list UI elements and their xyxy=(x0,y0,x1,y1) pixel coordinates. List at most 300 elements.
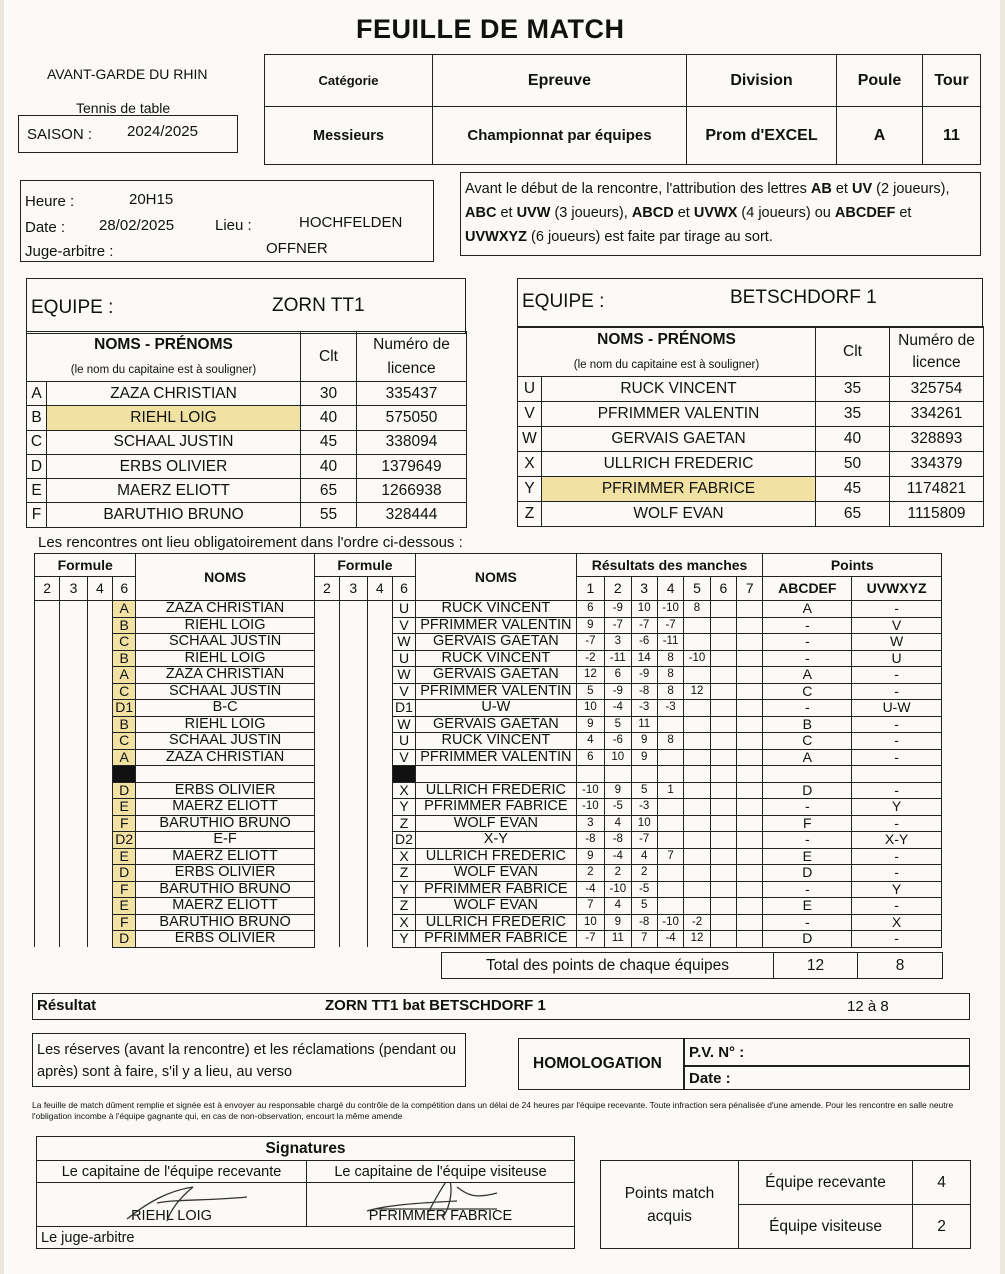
set-6-score xyxy=(710,832,736,849)
totals-label: Total des points de chaque équipes xyxy=(442,953,774,979)
formule-cell xyxy=(314,683,339,700)
home-captain-name: RIEHL LOIG xyxy=(131,1208,212,1224)
player-licence: 1174821 xyxy=(890,477,984,502)
formule-cell xyxy=(367,881,392,898)
licence-header: Numéro de licence xyxy=(357,332,467,382)
juge-value: OFFNER xyxy=(266,240,328,257)
formule-cell xyxy=(367,667,392,684)
set-1-score: -10 xyxy=(576,799,605,816)
set-3-score xyxy=(631,766,657,783)
away-player: PFRIMMER FABRICE xyxy=(416,799,576,816)
set-5-score xyxy=(684,634,710,651)
home-player: MAERZ ELIOTT xyxy=(136,898,314,915)
set-5-score xyxy=(684,749,710,766)
player-clt: 40 xyxy=(816,427,890,452)
set-5-score xyxy=(684,898,710,915)
formule-cell xyxy=(87,601,112,618)
formule-cell xyxy=(87,815,112,832)
date-value: 28/02/2025 xyxy=(99,217,175,234)
set-6-score xyxy=(710,881,736,898)
set-7-score xyxy=(737,601,763,618)
set-6-score xyxy=(710,931,736,948)
clt-header: Clt xyxy=(301,332,357,382)
formule-cell xyxy=(314,617,339,634)
set-1-score: 2 xyxy=(576,865,605,882)
set-1-score: -10 xyxy=(576,782,605,799)
formule-cell xyxy=(35,650,60,667)
formule-cell xyxy=(314,766,339,783)
set-1-score: -4 xyxy=(576,881,605,898)
player-licence: 338094 xyxy=(357,430,467,454)
set-2-score: -5 xyxy=(605,799,631,816)
equipe-recevante-value: 4 xyxy=(913,1161,971,1205)
formule-cell xyxy=(367,733,392,750)
player-name: ZAZA CHRISTIAN xyxy=(47,382,301,406)
player-row xyxy=(518,402,984,427)
set-1-score: 9 xyxy=(576,617,605,634)
away-player: RUCK VINCENT xyxy=(416,650,576,667)
away-team-table xyxy=(517,326,984,527)
small-print: La feuille de match dûment remplie et signée est à envoyer au responsable chargé du contrôle de la compétition dans un délai de 24 heures par l'équipe recevante. Toute infraction sera pénalisée d'une amende. Pour les rencontre en salle neutre l'obligation incombe à l'équipe gagnante qui, en cas de non-observation, encourt la même amende xyxy=(32,1100,954,1121)
formule-cell xyxy=(367,617,392,634)
formule-cell xyxy=(340,865,367,882)
player-clt: 35 xyxy=(816,377,890,402)
home-letter: D2 xyxy=(113,832,136,849)
home-player: SCHAAL JUSTIN xyxy=(136,634,314,651)
match-row xyxy=(35,799,942,816)
label-division: Division xyxy=(687,55,837,107)
player-row xyxy=(27,454,467,478)
set-2-score: -11 xyxy=(605,650,631,667)
set-3-score: 9 xyxy=(631,733,657,750)
away-team-title xyxy=(517,278,983,328)
saison-box xyxy=(18,115,238,153)
points-home: - xyxy=(763,700,852,717)
set-4-score xyxy=(657,766,683,783)
formule-header-home: Formule xyxy=(35,554,136,577)
set-6-score xyxy=(710,667,736,684)
formule-cell xyxy=(314,931,339,948)
points-away xyxy=(852,766,942,783)
points-home: E xyxy=(763,898,852,915)
set-5-score: 8 xyxy=(684,601,710,618)
away-player: ULLRICH FREDERIC xyxy=(416,914,576,931)
player-clt: 40 xyxy=(301,406,357,430)
totals-home: 12 xyxy=(774,953,858,979)
set-2-score: 6 xyxy=(605,667,631,684)
set-1-score: 3 xyxy=(576,815,605,832)
result-box xyxy=(32,993,970,1020)
points-away: - xyxy=(852,848,942,865)
set-5-score xyxy=(684,766,710,783)
points-home: - xyxy=(763,617,852,634)
formule-cell xyxy=(314,716,339,733)
player-name: GERVAIS GAETAN xyxy=(542,427,816,452)
match-info xyxy=(20,180,434,262)
set-7-score xyxy=(737,931,763,948)
set-7-score xyxy=(737,716,763,733)
formule-cell xyxy=(340,733,367,750)
homologation-date-label: Date : xyxy=(689,1070,731,1087)
points-home: F xyxy=(763,815,852,832)
equipe-visiteuse-label: Équipe visiteuse xyxy=(739,1205,913,1249)
home-player: MAERZ ELIOTT xyxy=(136,799,314,816)
points-home: - xyxy=(763,650,852,667)
formule-cell xyxy=(60,931,87,948)
formule-cell xyxy=(60,881,87,898)
formule-cell xyxy=(60,634,87,651)
formule-3: 3 xyxy=(60,577,87,601)
formule-cell xyxy=(60,914,87,931)
home-letter: F xyxy=(113,815,136,832)
rencontres-note: Les rencontres ont lieu obligatoirement dans l'ordre ci-dessous : xyxy=(38,534,463,551)
set-4-score: 7 xyxy=(657,848,683,865)
formule-cell xyxy=(314,667,339,684)
player-name: ULLRICH FREDERIC xyxy=(542,452,816,477)
set-5-score xyxy=(684,832,710,849)
formule-cell xyxy=(340,914,367,931)
away-player: WOLF EVAN xyxy=(416,898,576,915)
formule-4: 4 xyxy=(87,577,112,601)
set-6-score xyxy=(710,634,736,651)
home-player: RIEHL LOIG xyxy=(136,716,314,733)
set-2-score: -6 xyxy=(605,733,631,750)
formule-cell xyxy=(35,617,60,634)
formule-cell xyxy=(367,716,392,733)
set-3-score: -3 xyxy=(631,700,657,717)
away-letter: V xyxy=(392,749,415,766)
set-7-score xyxy=(737,617,763,634)
player-clt: 40 xyxy=(301,454,357,478)
home-letter: F xyxy=(113,914,136,931)
points-away: U-W xyxy=(852,700,942,717)
set-3-score: 4 xyxy=(631,848,657,865)
clt-header: Clt xyxy=(816,327,890,377)
juge-arbitre-label: Le juge-arbitre xyxy=(37,1227,575,1249)
set-6-score xyxy=(710,683,736,700)
set-7-score xyxy=(737,815,763,832)
home-player: RIEHL LOIG xyxy=(136,650,314,667)
player-licence: 1115809 xyxy=(890,502,984,527)
set-4-score: 8 xyxy=(657,683,683,700)
set-2-score: 10 xyxy=(605,749,631,766)
set-2-score: -10 xyxy=(605,881,631,898)
set-6-header: 6 xyxy=(710,577,736,601)
set-2-score: 9 xyxy=(605,782,631,799)
set-7-score xyxy=(737,683,763,700)
home-letter: D xyxy=(113,865,136,882)
formule-3: 3 xyxy=(340,577,367,601)
result-label: Résultat xyxy=(37,997,97,1014)
formule-cell xyxy=(367,683,392,700)
value-poule: A xyxy=(837,107,923,165)
formule-cell xyxy=(314,898,339,915)
player-licence: 328893 xyxy=(890,427,984,452)
player-name: MAERZ ELIOTT xyxy=(47,479,301,503)
set-5-score xyxy=(684,799,710,816)
formule-cell xyxy=(60,716,87,733)
formule-cell xyxy=(87,914,112,931)
set-4-score: -11 xyxy=(657,634,683,651)
set-4-score: -7 xyxy=(657,617,683,634)
equipe-label: EQUIPE : xyxy=(31,297,114,318)
set-4-score xyxy=(657,815,683,832)
player-letter: V xyxy=(518,402,542,427)
set-6-score xyxy=(710,799,736,816)
formule-cell xyxy=(60,683,87,700)
formule-cell xyxy=(60,815,87,832)
formule-cell xyxy=(35,700,60,717)
set-1-score: 9 xyxy=(576,848,605,865)
formule-cell xyxy=(340,634,367,651)
set-6-score xyxy=(710,898,736,915)
saison-label: SAISON : xyxy=(27,126,93,143)
set-3-score: 11 xyxy=(631,716,657,733)
away-team-name: BETSCHDORF 1 xyxy=(730,287,877,308)
formule-cell xyxy=(314,848,339,865)
match-row xyxy=(35,898,942,915)
noms-header-away: NOMS xyxy=(416,554,576,601)
formule-cell xyxy=(367,848,392,865)
set-3-header: 3 xyxy=(631,577,657,601)
away-letter: U xyxy=(392,650,415,667)
points-home: - xyxy=(763,914,852,931)
formule-cell xyxy=(35,931,60,948)
totals-away: 8 xyxy=(858,953,943,979)
formule-cell xyxy=(340,766,367,783)
formule-cell xyxy=(60,799,87,816)
match-row xyxy=(35,634,942,651)
formule-cell xyxy=(87,782,112,799)
player-licence: 325754 xyxy=(890,377,984,402)
set-4-score: -10 xyxy=(657,914,683,931)
player-letter: D xyxy=(27,454,47,478)
player-letter: W xyxy=(518,427,542,452)
formule-cell xyxy=(60,733,87,750)
reserves-text: Les réserves (avant la rencontre) et les réclamations (pendant ou après) sont à faire, s'il y a lieu, au verso xyxy=(37,1042,457,1080)
lieu-value: HOCHFELDEN xyxy=(299,214,403,231)
set-6-score xyxy=(710,749,736,766)
set-3-score: -3 xyxy=(631,799,657,816)
set-1-score: 6 xyxy=(576,601,605,618)
set-2-score: 2 xyxy=(605,865,631,882)
points-away: - xyxy=(852,716,942,733)
formule-cell xyxy=(87,683,112,700)
formule-cell xyxy=(314,832,339,849)
set-3-score: 7 xyxy=(631,931,657,948)
points-away: - xyxy=(852,667,942,684)
points-away: Y xyxy=(852,881,942,898)
home-letter: B xyxy=(113,716,136,733)
away-letter: Y xyxy=(392,881,415,898)
player-letter: C xyxy=(27,430,47,454)
formule-cell xyxy=(314,733,339,750)
signatures-table xyxy=(36,1136,575,1249)
points-away: - xyxy=(852,865,942,882)
heure-label: Heure : xyxy=(25,193,75,210)
set-5-score xyxy=(684,815,710,832)
set-5-score xyxy=(684,865,710,882)
points-home: D xyxy=(763,782,852,799)
match-row xyxy=(35,716,942,733)
points-home: B xyxy=(763,716,852,733)
player-row xyxy=(518,502,984,527)
home-player: BARUTHIO BRUNO xyxy=(136,815,314,832)
home-letter: A xyxy=(113,601,136,618)
set-7-score xyxy=(737,749,763,766)
equipe-recevante-label: Équipe recevante xyxy=(739,1161,913,1205)
player-row xyxy=(27,406,467,430)
away-player xyxy=(416,766,576,783)
formule-cell xyxy=(340,716,367,733)
set-1-score: 10 xyxy=(576,700,605,717)
points-home: E xyxy=(763,848,852,865)
set-7-score xyxy=(737,832,763,849)
set-1-header: 1 xyxy=(576,577,605,601)
saison-value: 2024/2025 xyxy=(127,123,198,140)
points-home: C xyxy=(763,733,852,750)
home-letter: C xyxy=(113,733,136,750)
set-7-score xyxy=(737,799,763,816)
formule-6: 6 xyxy=(113,577,136,601)
away-player: ULLRICH FREDERIC xyxy=(416,782,576,799)
away-player: ULLRICH FREDERIC xyxy=(416,848,576,865)
set-3-score: 14 xyxy=(631,650,657,667)
formule-4: 4 xyxy=(367,577,392,601)
match-row xyxy=(35,650,942,667)
noms-header: NOMS - PRÉNOMS xyxy=(518,327,816,354)
player-letter: F xyxy=(27,503,47,527)
formule-cell xyxy=(314,782,339,799)
set-2-score: -4 xyxy=(605,848,631,865)
set-3-score: 5 xyxy=(631,782,657,799)
set-4-header: 4 xyxy=(657,577,683,601)
match-row xyxy=(35,865,942,882)
points-away: - xyxy=(852,733,942,750)
formule-cell xyxy=(35,733,60,750)
formule-2: 2 xyxy=(35,577,60,601)
home-letter: D xyxy=(113,782,136,799)
set-3-score: -9 xyxy=(631,667,657,684)
formule-cell xyxy=(314,749,339,766)
set-1-score: -2 xyxy=(576,650,605,667)
formule-cell xyxy=(35,865,60,882)
homologation-label: HOMOLOGATION xyxy=(533,1055,662,1072)
set-3-score: -7 xyxy=(631,832,657,849)
formule-cell xyxy=(87,766,112,783)
points-away: - xyxy=(852,931,942,948)
formule-cell xyxy=(60,898,87,915)
reserves-box xyxy=(32,1033,466,1087)
formule-cell xyxy=(340,617,367,634)
set-5-score xyxy=(684,700,710,717)
home-letter: E xyxy=(113,848,136,865)
player-clt: 65 xyxy=(816,502,890,527)
player-letter: Z xyxy=(518,502,542,527)
formule-cell xyxy=(314,799,339,816)
formule-cell xyxy=(340,832,367,849)
points-home xyxy=(763,766,852,783)
formule-cell xyxy=(367,700,392,717)
formule-cell xyxy=(87,799,112,816)
home-captain-label: Le capitaine de l'équipe recevante xyxy=(37,1161,307,1183)
points-away: - xyxy=(852,749,942,766)
player-row xyxy=(27,503,467,527)
set-2-header: 2 xyxy=(605,577,631,601)
totals-row xyxy=(441,952,943,979)
away-letter: Z xyxy=(392,865,415,882)
set-3-score: 10 xyxy=(631,815,657,832)
set-5-header: 5 xyxy=(684,577,710,601)
player-name: WOLF EVAN xyxy=(542,502,816,527)
away-letter: U xyxy=(392,733,415,750)
set-5-score xyxy=(684,667,710,684)
set-7-score xyxy=(737,782,763,799)
licence-header: Numéro de licence xyxy=(890,327,984,377)
set-6-score xyxy=(710,865,736,882)
away-letter: Y xyxy=(392,799,415,816)
result-text: ZORN TT1 bat BETSCHDORF 1 xyxy=(325,997,546,1014)
formule-cell xyxy=(314,881,339,898)
match-row xyxy=(35,749,942,766)
formule-cell xyxy=(60,700,87,717)
home-letter: E xyxy=(113,799,136,816)
formule-cell xyxy=(367,650,392,667)
player-letter: E xyxy=(27,479,47,503)
set-6-score xyxy=(710,733,736,750)
points-uvwxyz-header: UVWXYZ xyxy=(852,577,942,601)
set-4-score: 1 xyxy=(657,782,683,799)
set-5-score xyxy=(684,782,710,799)
formule-cell xyxy=(87,931,112,948)
points-home: D xyxy=(763,865,852,882)
player-licence: 1266938 xyxy=(357,479,467,503)
points-home: - xyxy=(763,832,852,849)
away-letter: U xyxy=(392,601,415,618)
player-letter: Y xyxy=(518,477,542,502)
formule-cell xyxy=(87,848,112,865)
formule-cell xyxy=(87,733,112,750)
formule-cell xyxy=(35,815,60,832)
away-letter xyxy=(392,766,415,783)
match-row xyxy=(35,782,942,799)
formule-cell xyxy=(35,914,60,931)
club-name: AVANT-GARDE DU RHIN xyxy=(47,66,208,82)
away-letter: V xyxy=(392,617,415,634)
formule-cell xyxy=(60,832,87,849)
matches-table xyxy=(34,553,942,948)
formule-cell xyxy=(367,634,392,651)
formule-cell xyxy=(340,931,367,948)
formule-cell xyxy=(87,832,112,849)
set-4-score: -3 xyxy=(657,700,683,717)
set-7-score xyxy=(737,634,763,651)
set-3-score: -7 xyxy=(631,617,657,634)
points-away: - xyxy=(852,898,942,915)
equipe-label: EQUIPE : xyxy=(522,291,605,312)
formule-cell xyxy=(340,667,367,684)
value-division: Prom d'EXCEL xyxy=(687,107,837,165)
formule-cell xyxy=(35,848,60,865)
formule-cell xyxy=(367,865,392,882)
set-7-score xyxy=(737,700,763,717)
set-2-score: -9 xyxy=(605,683,631,700)
formule-cell xyxy=(340,815,367,832)
points-home: - xyxy=(763,799,852,816)
home-team-name: ZORN TT1 xyxy=(272,295,365,316)
set-3-score: 10 xyxy=(631,601,657,618)
player-row xyxy=(27,430,467,454)
